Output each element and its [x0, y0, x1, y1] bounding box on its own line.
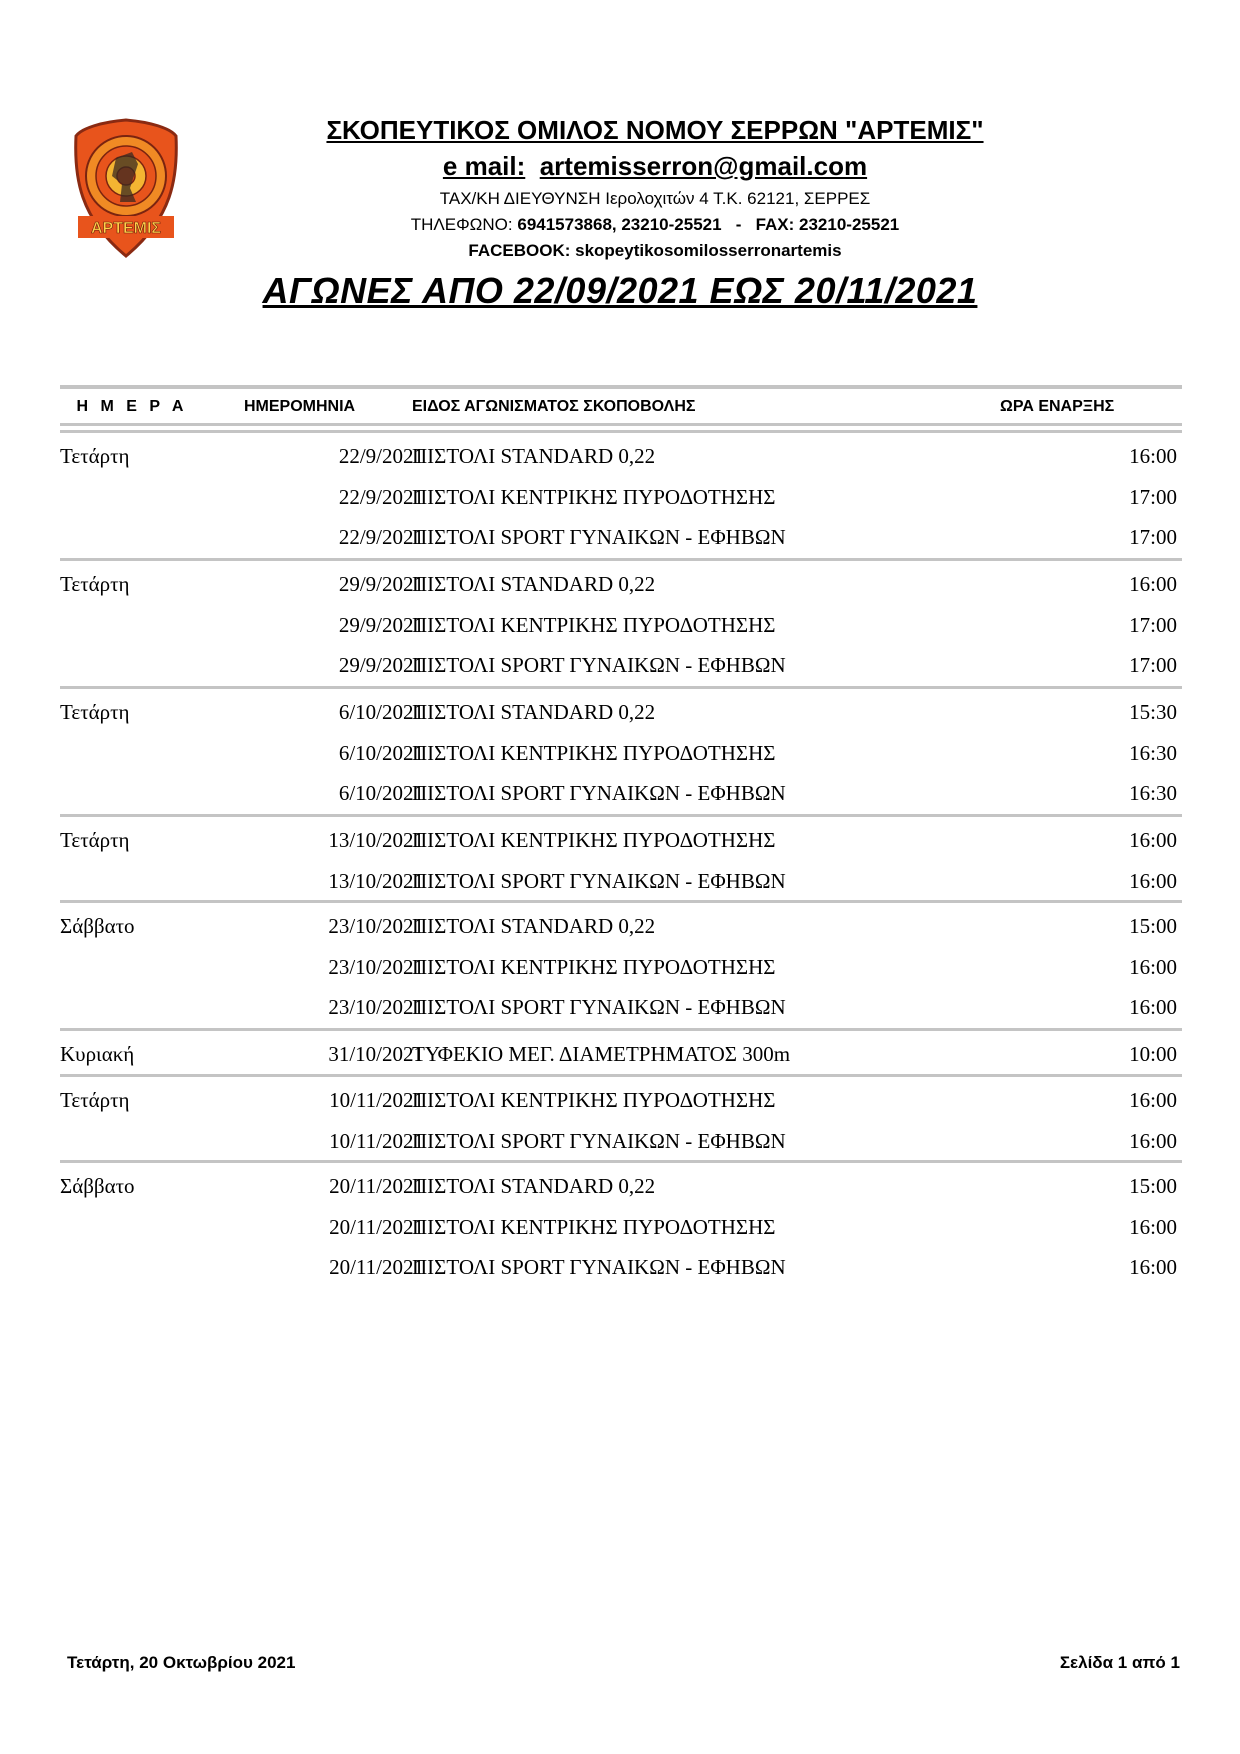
- day-cell: Σάββατο: [60, 1174, 135, 1198]
- time-cell: 16:00: [1129, 954, 1177, 979]
- date-cell: 29/9/2021: [338, 653, 424, 678]
- club-logo: [72, 118, 180, 258]
- page-title: ΑΓΩΝΕΣ ΑΠΟ 22/09/2021 ΕΩΣ 20/11/2021: [262, 270, 978, 311]
- time-cell: 16:30: [1129, 740, 1177, 765]
- time-cell: 15:00: [1129, 1174, 1177, 1198]
- table-row: [60, 820, 1182, 860]
- time-cell: 16:00: [1129, 1088, 1177, 1112]
- group-separator: [60, 686, 1182, 689]
- event-cell: ΠΙΣΤΟΛΙ STANDARD 0,22: [412, 914, 656, 938]
- table-row: [60, 436, 1182, 476]
- table-row: [60, 645, 1182, 685]
- day-cell: Σάββατο: [60, 914, 135, 938]
- event-cell: ΠΙΣΤΟΛΙ STANDARD 0,22: [412, 700, 656, 724]
- phone-separator: -: [735, 215, 742, 234]
- date-cell: 13/10/2021: [328, 868, 424, 893]
- date-cell: 6/10/2021: [338, 740, 424, 765]
- time-cell: 16:30: [1129, 781, 1177, 806]
- event-cell: ΠΙΣΤΟΛΙ ΚΕΝΤΡΙΚΗΣ ΠΥΡΟΔΟΤΗΣΗΣ: [412, 740, 776, 765]
- logo-text: ΑΡΤΕΜΙΣ: [90, 220, 162, 237]
- table-row: [60, 477, 1182, 517]
- date-cell: 23/10/2021: [328, 914, 424, 938]
- event-cell: ΠΙΣΤΟΛΙ SPORT ΓΥΝΑΙΚΩΝ - ΕΦΗΒΩΝ: [412, 868, 786, 893]
- group-separator: [60, 430, 1182, 433]
- day-cell: Κυριακή: [60, 1042, 135, 1066]
- group-separator: [60, 1160, 1182, 1163]
- date-cell: 10/11/2021: [329, 1128, 424, 1153]
- date-cell: 13/10/2021: [328, 828, 424, 852]
- time-cell: 16:00: [1129, 995, 1177, 1020]
- table-row: [60, 773, 1182, 813]
- time-cell: 16:00: [1129, 444, 1177, 468]
- footer-page-number: Σελίδα 1 από 1: [1059, 1653, 1180, 1672]
- event-cell: ΠΙΣΤΟΛΙ SPORT ΓΥΝΑΙΚΩΝ - ΕΦΗΒΩΝ: [412, 995, 786, 1020]
- event-cell: ΠΙΣΤΟΛΙ STANDARD 0,22: [412, 1174, 656, 1198]
- date-cell: 20/11/2021: [329, 1214, 424, 1239]
- day-cell: Τετάρτη: [60, 1088, 130, 1112]
- table-row: [60, 1080, 1182, 1120]
- time-cell: 16:00: [1129, 1128, 1177, 1153]
- time-cell: 15:00: [1129, 914, 1177, 938]
- date-cell: 20/11/2021: [329, 1174, 424, 1198]
- group-separator: [60, 1028, 1182, 1031]
- postal-address: ΤΑΧ/ΚΗ ΔΙΕΥΘΥΝΣΗ Ιερολοχιτών 4 Τ.Κ. 62121, ΣΕΡΡΕΣ: [439, 189, 871, 208]
- event-cell: ΤΥΦΕΚΙΟ ΜΕΓ. ΔΙΑΜΕΤΡΗΜΑΤΟΣ 300m: [412, 1042, 791, 1066]
- time-cell: 17:00: [1129, 525, 1177, 550]
- event-cell: ΠΙΣΤΟΛΙ SPORT ΓΥΝΑΙΚΩΝ - ΕΦΗΒΩΝ: [412, 1255, 786, 1280]
- footer-date: Τετάρτη, 20 Οκτωβρίου 2021: [67, 1653, 296, 1672]
- phone-line: [230, 212, 1080, 238]
- phone-numbers: 6941573868, 23210-25521: [517, 215, 722, 234]
- table-row: [60, 692, 1182, 732]
- date-cell: 22/9/2021: [338, 444, 424, 468]
- date-cell: 31/10/2021: [328, 1042, 424, 1066]
- time-cell: 16:00: [1129, 868, 1177, 893]
- date-cell: 22/9/2021: [338, 484, 424, 509]
- day-cell: Τετάρτη: [60, 700, 130, 724]
- time-cell: 16:00: [1129, 1255, 1177, 1280]
- event-cell: ΠΙΣΤΟΛΙ STANDARD 0,22: [412, 444, 656, 468]
- event-cell: ΠΙΣΤΟΛΙ ΚΕΝΤΡΙΚΗΣ ΠΥΡΟΔΟΤΗΣΗΣ: [412, 954, 776, 979]
- fax-number: FAX: 23210-25521: [755, 215, 900, 234]
- date-cell: 23/10/2021: [328, 995, 424, 1020]
- table-row: [60, 947, 1182, 987]
- table-row: [60, 906, 1182, 946]
- table-row: [60, 564, 1182, 604]
- col-header-time: ΩΡΑ ΕΝΑΡΞΗΣ: [1000, 398, 1115, 415]
- email-line: [230, 148, 1080, 184]
- table-row: [60, 1121, 1182, 1161]
- date-cell: 22/9/2021: [338, 525, 424, 550]
- time-cell: 17:00: [1129, 653, 1177, 678]
- org-name: ΣΚΟΠΕΥΤΙΚΟΣ ΟΜΙΛΟΣ ΝΟΜΟΥ ΣΕΡΡΩΝ "ΑΡΤΕΜΙΣ": [326, 115, 984, 145]
- time-cell: 17:00: [1129, 612, 1177, 637]
- table-top-rule: [60, 385, 1182, 389]
- time-cell: 16:00: [1129, 572, 1177, 596]
- day-cell: Τετάρτη: [60, 572, 130, 596]
- event-cell: ΠΙΣΤΟΛΙ SPORT ΓΥΝΑΙΚΩΝ - ΕΦΗΒΩΝ: [412, 653, 786, 678]
- table-row: [60, 1034, 1182, 1074]
- event-cell: ΠΙΣΤΟΛΙ ΚΕΝΤΡΙΚΗΣ ΠΥΡΟΔΟΤΗΣΗΣ: [412, 828, 776, 852]
- time-cell: 16:00: [1129, 1214, 1177, 1239]
- day-cell: Τετάρτη: [60, 828, 130, 852]
- email-label: e mail:: [442, 151, 526, 181]
- date-cell: 29/9/2021: [338, 572, 424, 596]
- event-cell: ΠΙΣΤΟΛΙ SPORT ΓΥΝΑΙΚΩΝ - ΕΦΗΒΩΝ: [412, 781, 786, 806]
- date-cell: 23/10/2021: [328, 954, 424, 979]
- group-separator: [60, 814, 1182, 817]
- table-row: [60, 517, 1182, 557]
- event-cell: ΠΙΣΤΟΛΙ ΚΕΝΤΡΙΚΗΣ ΠΥΡΟΔΟΤΗΣΗΣ: [412, 484, 776, 509]
- date-cell: 29/9/2021: [338, 612, 424, 637]
- time-cell: 16:00: [1129, 828, 1177, 852]
- day-cell: Τετάρτη: [60, 444, 130, 468]
- time-cell: 15:30: [1129, 700, 1177, 724]
- table-header-rule: [60, 423, 1182, 426]
- group-separator: [60, 900, 1182, 903]
- table-row: [60, 733, 1182, 773]
- event-cell: ΠΙΣΤΟΛΙ ΚΕΝΤΡΙΚΗΣ ΠΥΡΟΔΟΤΗΣΗΣ: [412, 1214, 776, 1239]
- event-cell: ΠΙΣΤΟΛΙ ΚΕΝΤΡΙΚΗΣ ΠΥΡΟΔΟΤΗΣΗΣ: [412, 612, 776, 637]
- group-separator: [60, 558, 1182, 561]
- table-row: [60, 1247, 1182, 1287]
- group-separator: [60, 1074, 1182, 1077]
- table-row: [60, 987, 1182, 1027]
- col-header-day: Η Μ Ε Ρ Α: [76, 398, 188, 415]
- col-header-event: ΕΙΔΟΣ ΑΓΩΝΙΣΜΑΤΟΣ ΣΚΟΠΟΒΟΛΗΣ: [412, 398, 696, 415]
- table-row: [60, 861, 1182, 901]
- date-cell: 20/11/2021: [329, 1255, 424, 1280]
- table-row: [60, 605, 1182, 645]
- date-cell: 6/10/2021: [338, 781, 424, 806]
- event-cell: ΠΙΣΤΟΛΙ SPORT ΓΥΝΑΙΚΩΝ - ΕΦΗΒΩΝ: [412, 525, 786, 550]
- table-row: [60, 1166, 1182, 1206]
- col-header-date: ΗΜΕΡΟΜΗΝΙΑ: [244, 398, 356, 415]
- date-cell: 6/10/2021: [338, 700, 424, 724]
- time-cell: 10:00: [1129, 1042, 1177, 1066]
- event-cell: ΠΙΣΤΟΛΙ SPORT ΓΥΝΑΙΚΩΝ - ΕΦΗΒΩΝ: [412, 1128, 786, 1153]
- date-cell: 10/11/2021: [329, 1088, 424, 1112]
- time-cell: 17:00: [1129, 484, 1177, 509]
- event-cell: ΠΙΣΤΟΛΙ STANDARD 0,22: [412, 572, 656, 596]
- facebook-line: FACEBOOK: skopeytikosomilosserronartemis: [468, 241, 842, 260]
- phone-label: ΤΗΛΕΦΩΝΟ:: [410, 215, 513, 234]
- letterhead: [230, 112, 1080, 264]
- event-cell: ΠΙΣΤΟΛΙ ΚΕΝΤΡΙΚΗΣ ΠΥΡΟΔΟΤΗΣΗΣ: [412, 1088, 776, 1112]
- email-address[interactable]: artemisserron@gmail.com: [539, 151, 868, 181]
- table-row: [60, 1207, 1182, 1247]
